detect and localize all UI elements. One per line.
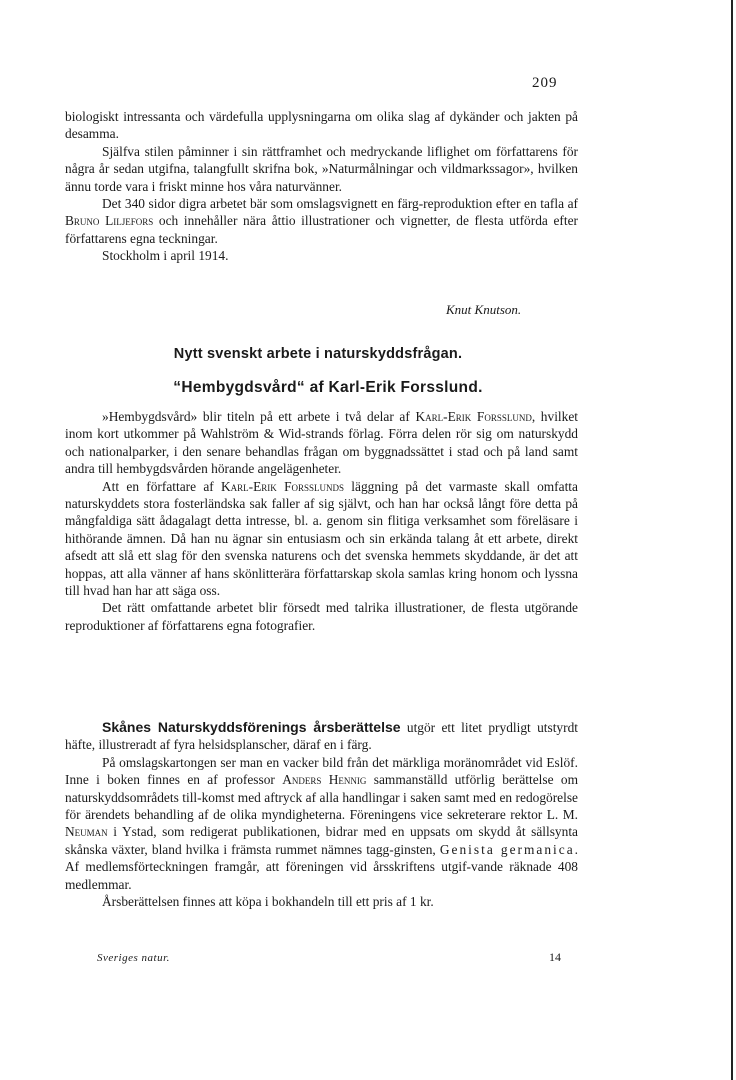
paragraph: Det rätt omfattande arbetet blir försedt med talrika illustrationer, de flesta utgörande reproduktioner af författarens egna fotografier. (65, 600, 578, 633)
section-3-body (65, 719, 578, 910)
signature: Knut Knutson. (446, 302, 522, 317)
person-name: Bruno Liljefors (65, 213, 154, 229)
paragraph: Att en författare af Karl-Erik Forsslunds läggning på det varmaste skall omfatta naturskyddets stora fosterländska sak faller af sig självt, och han har också långt före detta på mångfaldiga sätt ådagalagt detta intresse, bl. a. genom sin flitiga verksamhet som föreläsare i hithörande ämnen. Då han nu ägnar sin entusiasm och sin erkända talang åt ett arbete, direkt afsedt att slå ett slag för den svenska naturens och det svenska hemmets skyddande, är det att hoppas, att alla vänner af hans skönlitterära författarskap skola samlas kring honom och lyssna till hvad han har att säga oss. (65, 478, 578, 599)
person-name: Karl-Erik Forsslund (415, 409, 532, 424)
paragraph: Skånes Naturskyddsförenings årsberättelse utgör ett litet prydligt utstyrdt häfte, illustreradt af fyra helsidsplanscher, däraf en i färg. (65, 719, 578, 753)
article-heading: Nytt svenskt arbete i naturskyddsfrågan. (173, 346, 463, 362)
paragraph: Årsberättelsen finnes att köpa i bokhandeln till ett pris af 1 kr. (102, 894, 434, 910)
paragraph: Själfva stilen påminner i sin rättframhet och medryckande liflighet om författarens för några år sedan utgifna, talangfullt skrifna bok, »Naturmålningar och vildmarkssagor», hvilken ännu torde vara i friskt minne hos våra naturvänner. (65, 143, 578, 194)
person-name: Anders Hennig (282, 772, 367, 788)
footer-journal: Sveriges natur. (97, 952, 170, 964)
section-lead: Skånes Naturskyddsförenings årsberättelse (102, 719, 401, 735)
paragraph: »Hembygdsvård» blir titeln på ett arbete i två delar af Karl-Erik Forsslund, hvilket inom kort utkommer på Wahlström & Wid-strands förlag. Förra delen rör sig om naturskydd och nationalparker, i den senare behandlas frågan om byggnadssättet i stad och på land samt andra till hembygdsvården hörande angelägenheter. (65, 409, 578, 477)
species-name: Genista germanica (439, 841, 575, 857)
page-number: 209 (532, 75, 558, 91)
footer-sheet-number: 14 (549, 950, 561, 964)
person-name: Karl-Erik Forsslunds (221, 478, 345, 494)
section-1-body (65, 108, 578, 265)
article-subheading: “Hembygdsvård“ af Karl-Erik Forsslund. (173, 379, 483, 396)
paragraph: På omslagskartongen ser man en vacker bild från det märkliga moränområdet vid Eslöf. Inne i boken finnes en af professor Anders Hennig sammanställd utförlig berättelse om naturskyddsområdets till-komst med aftryck af alla handlingar i saken samt med en redogörelse för ärendets behandling af de olika myndigheterna. Föreningens vice sekreterare rektor L. M. Neuman i Ystad, som redigerat publikationen, bidrar med en uppsats om skydd åt sällsynta skånska växter, bland hvilka i främsta rummet nämnes tagg-ginsten, Genista germanica. Af medlemsförteckningen framgår, att föreningen vid årsskriftens utgif-vande räknade 408 medlemmar. (65, 754, 578, 892)
paragraph: Det 340 sidor digra arbetet bär som omslagsvignett en färg-reproduktion efter en tafla af Bruno Liljefors och innehåller nära åttio illustrationer och vignetter, de flesta utförda efter författarens egna teckningar. (65, 196, 578, 246)
page-edge-line (731, 0, 733, 1080)
dateline: Stockholm i april 1914. (102, 248, 229, 264)
person-name: Neuman (65, 824, 108, 840)
paragraph: biologiskt intressanta och värdefulla upplysningarna om olika slag af dykänder och jakten på desamma. (65, 109, 578, 142)
section-2-body (65, 408, 578, 634)
